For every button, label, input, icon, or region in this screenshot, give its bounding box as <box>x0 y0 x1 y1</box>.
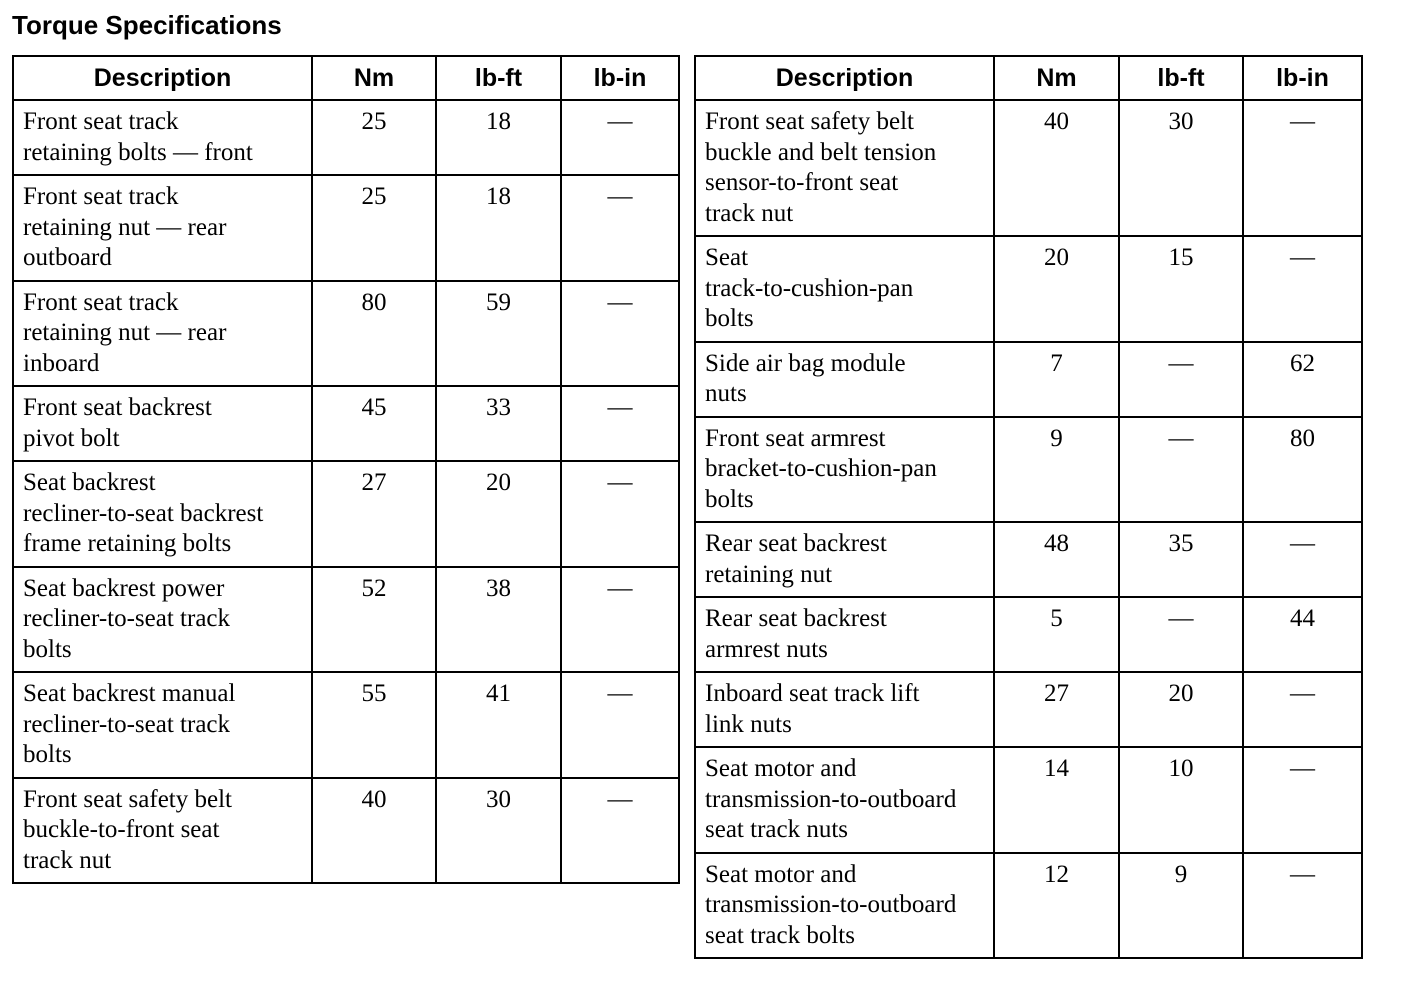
description-line: recliner-to-seat track <box>23 710 231 738</box>
description-line: bolts <box>23 635 72 663</box>
nm-cell: 25 <box>312 100 436 175</box>
lbin-cell: — <box>561 672 679 778</box>
lbin-cell: — <box>561 461 679 567</box>
description-line: retaining nut <box>705 560 833 588</box>
table-body <box>695 100 1362 958</box>
description-line: bolts <box>705 485 754 513</box>
description-line: retaining nut — rear <box>23 213 227 241</box>
lbin-cell: — <box>561 281 679 387</box>
description-line: Rear seat backrest <box>705 605 887 632</box>
description-cell <box>695 100 994 236</box>
description-line: buckle-to-front seat <box>23 816 220 843</box>
lbft-cell: 15 <box>1119 236 1243 342</box>
description-line: Seat backrest <box>23 469 156 496</box>
column-header-lbin: lb-in <box>561 56 679 100</box>
description-line: pivot bolt <box>23 424 120 452</box>
table-row <box>695 747 1362 853</box>
column-header-description: Description <box>13 56 312 100</box>
description-line: outboard <box>23 244 112 271</box>
description-line: recliner-to-seat track <box>23 605 231 632</box>
table-row <box>13 100 679 175</box>
description-line: retaining nut — rear <box>23 319 227 346</box>
table-row <box>695 672 1362 747</box>
lbft-cell: 33 <box>436 386 561 461</box>
nm-cell: 25 <box>312 175 436 281</box>
nm-cell: 12 <box>994 853 1119 959</box>
table-row <box>13 778 679 884</box>
description-line: link nuts <box>705 710 792 738</box>
description-cell <box>13 386 312 461</box>
description-cell <box>695 747 994 853</box>
lbft-cell: 41 <box>436 672 561 778</box>
description-cell <box>695 417 994 523</box>
description-line: track nut <box>705 199 794 227</box>
lbft-cell: — <box>1119 597 1243 672</box>
lbft-cell: 18 <box>436 100 561 175</box>
column-header-nm: Nm <box>312 56 436 100</box>
lbin-cell: — <box>561 386 679 461</box>
description-line: Seat <box>705 244 749 271</box>
lbft-cell: — <box>1119 342 1243 417</box>
table-row <box>695 100 1362 236</box>
lbft-cell: 30 <box>1119 100 1243 236</box>
column-header-lbft: lb-ft <box>1119 56 1243 100</box>
description-line: seat track nuts <box>705 816 849 843</box>
lbft-cell: 35 <box>1119 522 1243 597</box>
table-row <box>13 672 679 778</box>
description-cell <box>13 281 312 387</box>
description-line: Rear seat backrest <box>705 530 887 557</box>
lbft-cell: — <box>1119 417 1243 523</box>
table-row <box>13 567 679 673</box>
lbin-cell: — <box>1243 672 1362 747</box>
table-row <box>695 853 1362 959</box>
description-line: track-to-cushion-pan <box>705 274 914 302</box>
description-line: Front seat track <box>23 183 179 210</box>
description-line: Seat motor and <box>705 860 857 888</box>
description-line: Seat backrest manual <box>23 680 236 707</box>
description-line: track nut <box>23 846 112 874</box>
description-cell <box>13 175 312 281</box>
description-line: Seat backrest power <box>23 574 225 602</box>
nm-cell: 9 <box>994 417 1119 523</box>
description-cell <box>695 522 994 597</box>
lbin-cell: — <box>561 100 679 175</box>
table-row <box>695 417 1362 523</box>
description-line: transmission-to-outboard <box>705 891 957 918</box>
description-cell <box>695 672 994 747</box>
column-header-lbft: lb-ft <box>436 56 561 100</box>
torque-table-right <box>694 55 1363 959</box>
lbin-cell: — <box>1243 853 1362 959</box>
description-line: Front seat safety belt <box>23 785 232 813</box>
description-cell <box>695 236 994 342</box>
description-line: Front seat armrest <box>705 424 886 452</box>
nm-cell: 14 <box>994 747 1119 853</box>
nm-cell: 55 <box>312 672 436 778</box>
lbin-cell: — <box>1243 522 1362 597</box>
description-line: transmission-to-outboard <box>705 785 957 813</box>
table-body <box>13 100 679 883</box>
description-line: Front seat track <box>23 108 179 135</box>
lbft-cell: 59 <box>436 281 561 387</box>
table-row <box>695 236 1362 342</box>
lbin-cell: — <box>561 567 679 673</box>
page-title: Torque Specifications <box>12 10 282 40</box>
description-line: Seat motor and <box>705 755 857 782</box>
nm-cell: 52 <box>312 567 436 673</box>
description-line: bolts <box>705 305 754 332</box>
description-line: Inboard seat track lift <box>705 680 920 707</box>
lbft-cell: 30 <box>436 778 561 884</box>
table-row <box>695 597 1362 672</box>
lbin-cell: 44 <box>1243 597 1362 672</box>
description-cell <box>13 778 312 884</box>
description-line: recliner-to-seat backrest <box>23 499 264 527</box>
nm-cell: 27 <box>994 672 1119 747</box>
description-line: nuts <box>705 380 747 407</box>
lbft-cell: 38 <box>436 567 561 673</box>
nm-cell: 80 <box>312 281 436 387</box>
description-line: retaining bolts — front <box>23 138 253 166</box>
description-cell <box>13 100 312 175</box>
description-line: inboard <box>23 349 100 377</box>
nm-cell: 45 <box>312 386 436 461</box>
nm-cell: 5 <box>994 597 1119 672</box>
nm-cell: 7 <box>994 342 1119 417</box>
description-line: Front seat safety belt <box>705 108 914 135</box>
description-cell <box>13 567 312 673</box>
lbft-cell: 20 <box>436 461 561 567</box>
nm-cell: 40 <box>994 100 1119 236</box>
nm-cell: 27 <box>312 461 436 567</box>
nm-cell: 40 <box>312 778 436 884</box>
column-header-lbin: lb-in <box>1243 56 1362 100</box>
description-cell <box>13 461 312 567</box>
description-line: armrest nuts <box>705 635 828 663</box>
table-row <box>695 342 1362 417</box>
lbin-cell: 62 <box>1243 342 1362 417</box>
description-cell <box>695 853 994 959</box>
column-header-description: Description <box>695 56 994 100</box>
nm-cell: 48 <box>994 522 1119 597</box>
description-line: Front seat backrest <box>23 394 212 421</box>
table-row <box>13 281 679 387</box>
lbft-cell: 18 <box>436 175 561 281</box>
description-line: seat track bolts <box>705 921 855 949</box>
lbin-cell: 80 <box>1243 417 1362 523</box>
lbft-cell: 9 <box>1119 853 1243 959</box>
description-line: bracket-to-cushion-pan <box>705 455 937 482</box>
table-row <box>13 461 679 567</box>
table-row <box>13 175 679 281</box>
lbin-cell: — <box>1243 100 1362 236</box>
lbft-cell: 20 <box>1119 672 1243 747</box>
description-line: bolts <box>23 741 72 768</box>
lbin-cell: — <box>1243 747 1362 853</box>
description-cell <box>695 597 994 672</box>
description-line: frame retaining bolts <box>23 530 232 557</box>
lbin-cell: — <box>561 778 679 884</box>
lbft-cell: 10 <box>1119 747 1243 853</box>
column-header-nm: Nm <box>994 56 1119 100</box>
table-row <box>13 386 679 461</box>
description-line: Front seat track <box>23 288 179 316</box>
nm-cell: 20 <box>994 236 1119 342</box>
lbin-cell: — <box>1243 236 1362 342</box>
description-line: sensor-to-front seat <box>705 169 899 196</box>
description-cell <box>695 342 994 417</box>
torque-table-left <box>12 55 680 884</box>
header-row <box>695 56 1362 100</box>
description-line: buckle and belt tension <box>705 138 937 166</box>
description-cell <box>13 672 312 778</box>
lbin-cell: — <box>561 175 679 281</box>
description-line: Side air bag module <box>705 349 906 377</box>
header-row <box>13 56 679 100</box>
table-row <box>695 522 1362 597</box>
